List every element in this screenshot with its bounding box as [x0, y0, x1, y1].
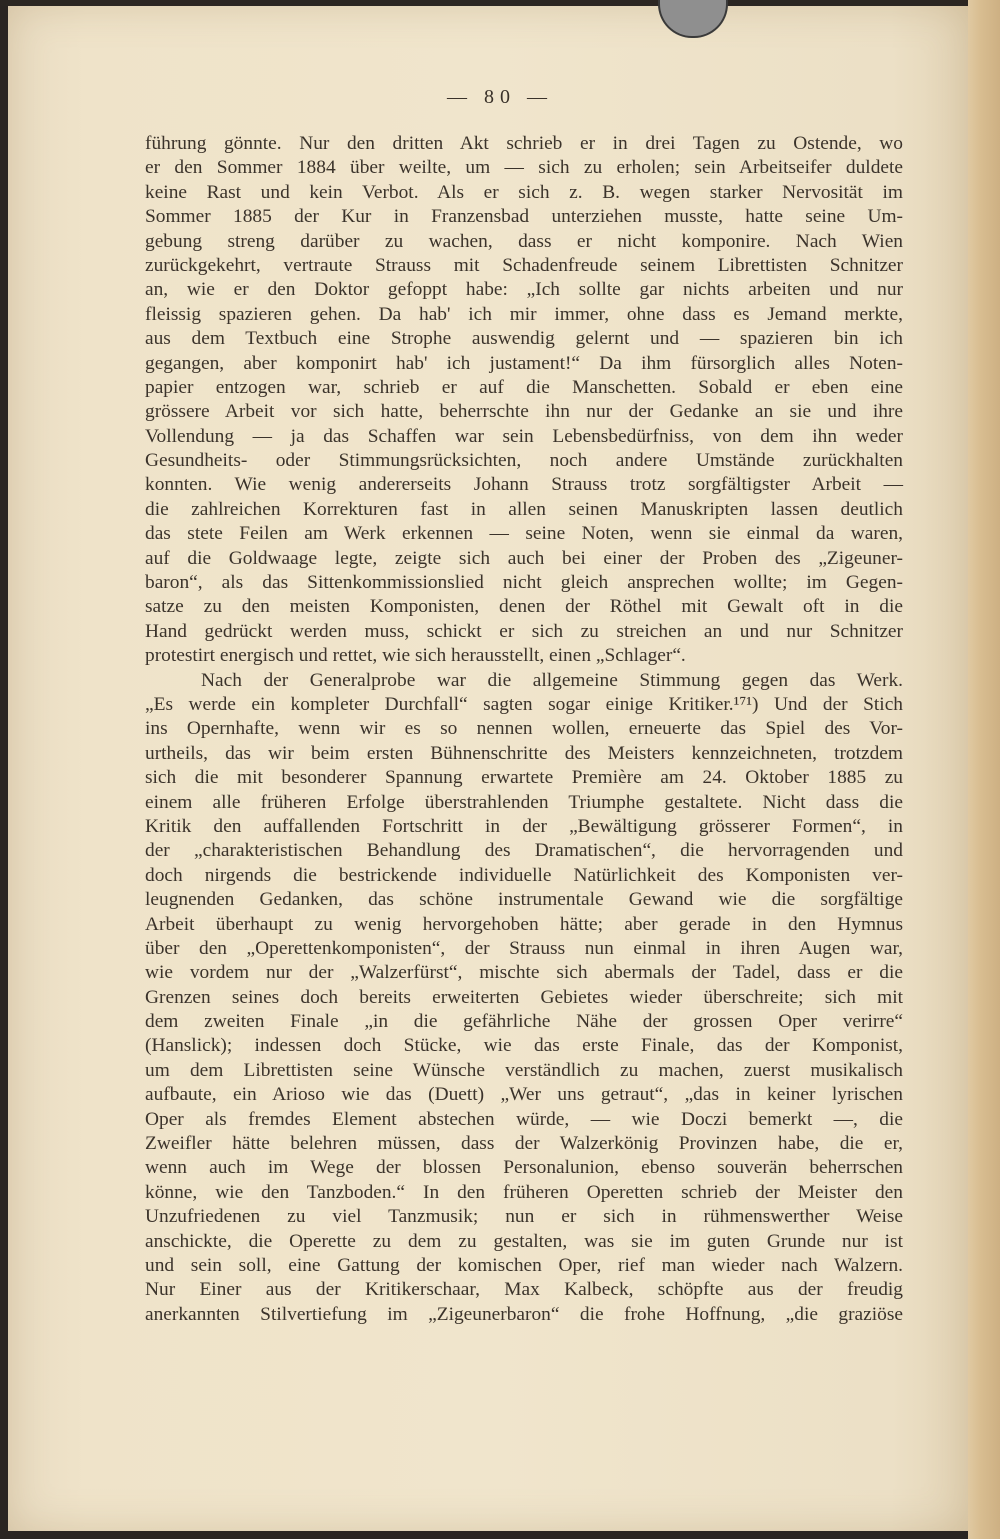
text-line: dem zweiten Finale „in die gefährliche Nähe der grossen Oper verirre“: [145, 1011, 903, 1033]
text-line: anerkannten Stilvertiefung im „Zigeunerbaron“ die frohe Hoffnung, „die graziöse: [145, 1303, 903, 1325]
text-line: Unzufriedenen zu viel Tanzmusik; nun er sich in rühmenswerther Weise: [145, 1206, 903, 1228]
text-line: könne, wie den Tanzboden.“ In den früheren Operetten schrieb der Meister den: [145, 1181, 903, 1203]
text-line: protestirt energisch und rettet, wie sich herausstellt, einen „Schlager“.: [145, 645, 686, 667]
body-text: [145, 132, 903, 1327]
text-line: um dem Librettisten seine Wünsche verständlich zu machen, zuerst musikalisch: [145, 1059, 903, 1081]
text-line: auf die Goldwaage legte, zeigte sich auch bei einer der Proben des „Zigeuner-: [145, 547, 903, 569]
page-number: — 80 —: [447, 86, 553, 108]
text-line: wie vordem nur der „Walzerfürst“, mischte sich abermals der Tadel, dass er die: [145, 962, 903, 984]
text-line: anschickte, die Operette zu dem zu gestalten, was sie im guten Grunde nur ist: [145, 1230, 903, 1252]
text-line: Hand gedrückt werden muss, schickt er sich zu streichen an und nur Schnitzer: [145, 620, 903, 642]
text-line: konnten. Wie wenig andererseits Johann Strauss trotz sorgfältigster Arbeit —: [145, 474, 903, 496]
text-line: Oper als fremdes Element abstechen würde, — wie Doczi bemerkt —, die: [145, 1108, 903, 1130]
text-line: die zahlreichen Korrekturen fast in allen seinen Manuskripten lassen deutlich: [145, 498, 903, 520]
text-line: baron“, als das Sittenkommissionslied nicht gleich ansprechen wollte; im Gegen-: [145, 572, 903, 594]
text-line: zurückgekehrt, vertraute Strauss mit Schadenfreude seinem Librettisten Schnitzer: [145, 254, 903, 276]
text-line: sich die mit besonderer Spannung erwartete Première am 24. Oktober 1885 zu: [145, 767, 903, 789]
text-line: Nach der Generalprobe war die allgemeine Stimmung gegen das Werk.: [201, 669, 903, 691]
text-line: führung gönnte. Nur den dritten Akt schrieb er in drei Tagen zu Ostende, wo: [145, 133, 903, 154]
text-line: Nur Einer aus der Kritikerschaar, Max Kalbeck, schöpfte aus der freudig: [145, 1279, 903, 1301]
text-line: leugnenden Gedanken, das schöne instrumentale Gewand wie die sorgfältige: [145, 889, 903, 911]
text-line: keine Rast und kein Verbot. Als er sich z. B. wegen starker Nervosität im: [145, 181, 903, 203]
text-line: gegangen, aber komponirt hab' ich justament!“ Da ihm fürsorglich alles Noten-: [145, 352, 903, 374]
text-line: einem alle früheren Erfolge überstrahlenden Triumphe gestaltete. Nicht dass die: [145, 791, 903, 813]
text-line: Vollendung — ja das Schaffen war sein Lebensbedürfniss, von dem ihn weder: [145, 425, 903, 447]
text-line: der „charakteristischen Behandlung des Dramatischen“, die hervorragenden und: [145, 840, 903, 862]
text-line: papier entzogen war, schrieb er auf die Manschetten. Sobald er eben eine: [145, 376, 903, 398]
text-line: grössere Arbeit vor sich hatte, beherrschte ihn nur der Gedanke an sie und ihre: [145, 401, 903, 423]
text-line: „Es werde ein kompleter Durchfall“ sagten sogar einige Kritiker.¹⁷¹) Und der Stich: [145, 693, 903, 715]
text-line: Kritik den auffallenden Fortschritt in der „Bewältigung grösserer Formen“, in: [145, 815, 903, 837]
text-line: doch nirgends die bestrickende individuelle Natürlichkeit des Komponisten ver-: [145, 864, 903, 886]
text-line: Zweifler hätte belehren müssen, dass der Walzerkönig Provinzen habe, die er,: [145, 1133, 903, 1155]
text-line: an, wie er den Doktor gefoppt habe: „Ich sollte gar nichts arbeiten und nur: [145, 279, 903, 301]
text-line: Grenzen seines doch bereits erweiterten Gebietes wieder überschreite; sich mit: [145, 986, 903, 1008]
text-line: Arbeit überhaupt zu wenig hervorgehoben hätte; aber gerade in den Hymnus: [145, 913, 903, 935]
book-edge-right: [968, 0, 1000, 1539]
text-line: und sein soll, eine Gattung der komischen Oper, rief man wieder nach Walzern.: [145, 1254, 903, 1276]
text-line: urtheils, das wir beim ersten Bühnenschritte des Meisters kennzeichneten, trotzdem: [145, 742, 903, 764]
text-line: aufbaute, ein Arioso wie das (Duett) „Wer uns getraut“, „das in keiner lyrischen: [145, 1084, 903, 1106]
text-line: satze zu den meisten Komponisten, denen der Röthel mit Gewalt oft in die: [145, 596, 903, 618]
text-line: (Hanslick); indessen doch Stücke, wie das erste Finale, das der Komponist,: [145, 1035, 903, 1057]
text-line: wenn auch im Wege der blossen Personalunion, ebenso souverän beherrschen: [145, 1157, 903, 1179]
text-line: aus dem Textbuch eine Strophe auswendig gelernt und — spazieren bin ich: [145, 328, 903, 350]
text-line: ins Opernhafte, wenn wir es so nennen wollen, erneuerte das Spiel des Vor-: [145, 718, 903, 740]
text-line: über den „Operettenkomponisten“, der Strauss nun einmal in ihren Augen war,: [145, 937, 903, 959]
text-line: Sommer 1885 der Kur in Franzensbad unterziehen musste, hatte seine Um-: [145, 206, 903, 228]
text-line: er den Sommer 1884 über weilte, um — sich zu erholen; sein Arbeitseifer duldete: [145, 157, 903, 179]
text-line: gebung streng darüber zu wachen, dass er nicht komponire. Nach Wien: [145, 230, 903, 252]
text-line: das stete Feilen am Werk erkennen — seine Noten, wenn sie einmal da waren,: [145, 523, 903, 545]
text-line: fleissig spazieren gehen. Da hab' ich mir immer, ohne dass es Jemand merkte,: [145, 303, 903, 325]
text-line: Gesundheits- oder Stimmungsrücksichten, noch andere Umstände zurückhalten: [145, 450, 903, 472]
